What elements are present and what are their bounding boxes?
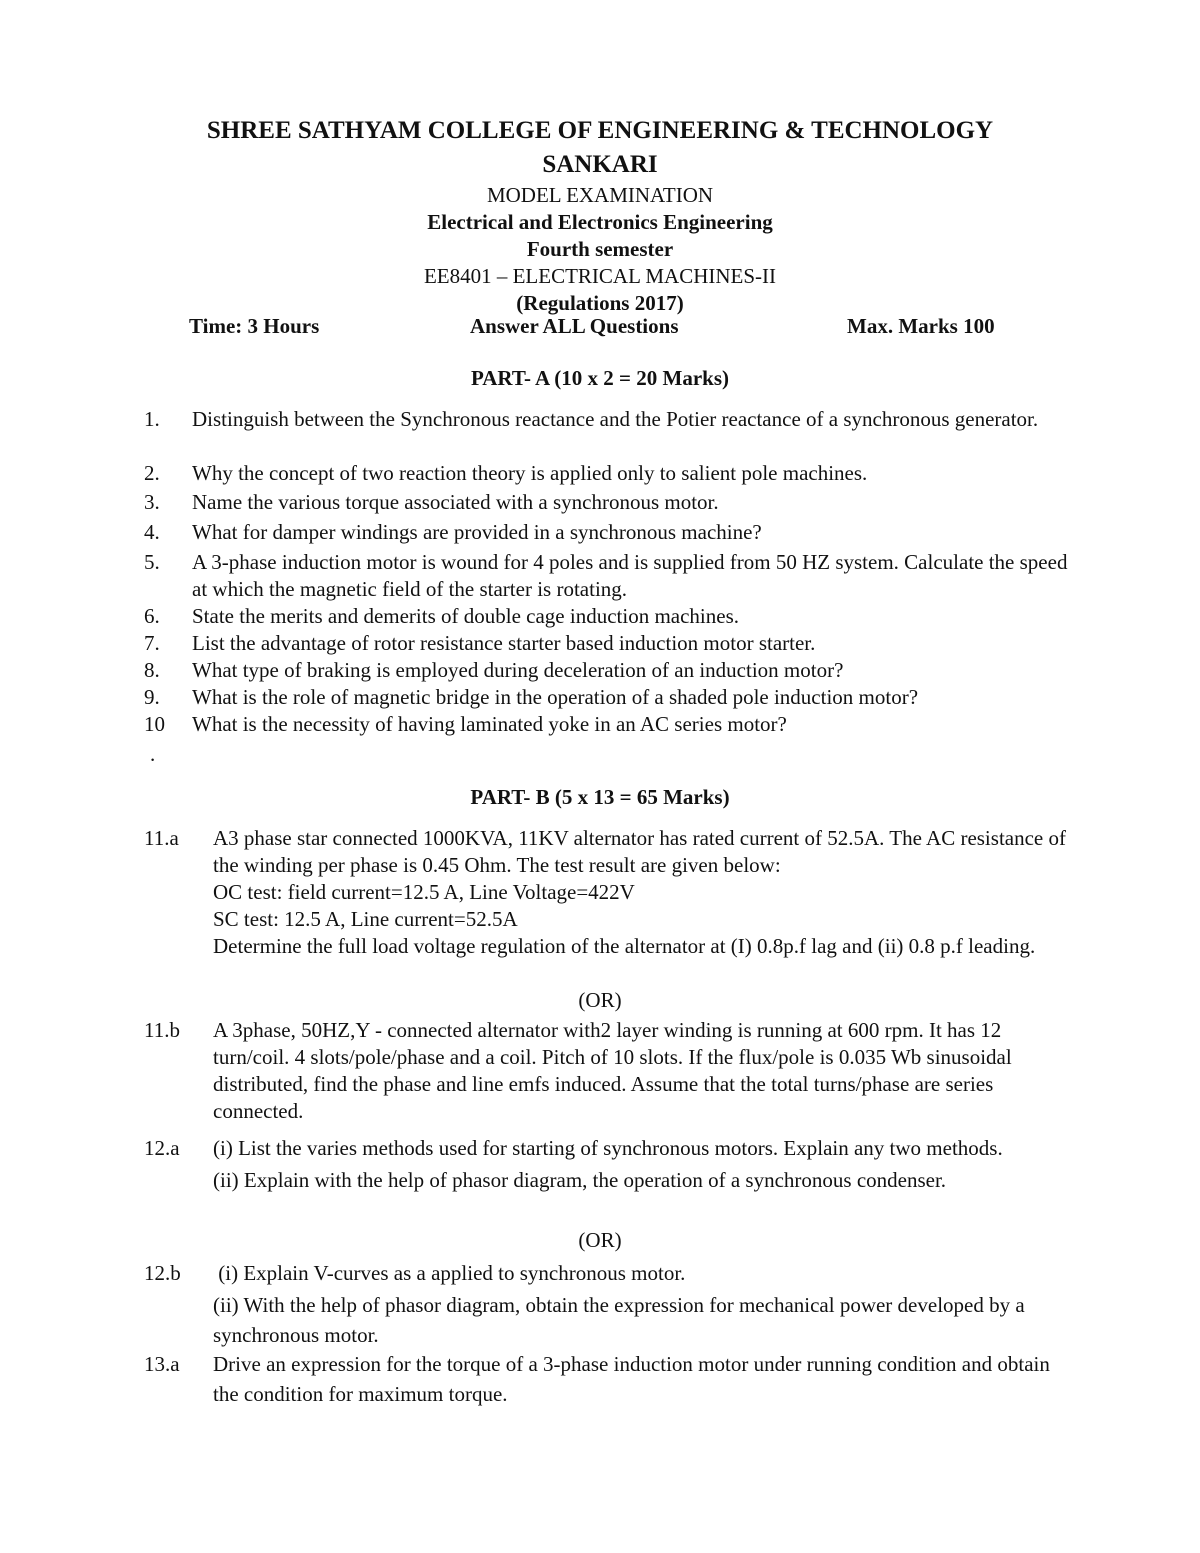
trailing-mark: .	[150, 742, 156, 766]
semester: Fourth semester	[526, 237, 674, 261]
question-part-ii: (ii) Explain with the help of phasor diagram, the operation of a synchronous condenser.	[213, 1168, 947, 1192]
college-name: SHREE SATHYAM COLLEGE OF ENGINEERING & TECHNOLOGY	[206, 117, 994, 144]
question-line: SC test: 12.5 A, Line current=52.5A	[213, 907, 518, 931]
question-number: 2.	[144, 461, 160, 485]
question-number: 11.b	[144, 1018, 180, 1042]
question-text: Drive an expression for the torque of a 3-phase induction motor under running condition and obtain the condition for maximum torque.	[213, 1352, 1050, 1406]
exam-meta-row	[0, 314, 1200, 342]
question-text: A 3-phase induction motor is wound for 4 poles and is supplied from 50 HZ system. Calculate the speed at which the magnetic field of the starter is rotating.	[192, 550, 1068, 601]
part-a-title: PART- A (10 x 2 = 20 Marks)	[471, 366, 729, 390]
question-number: 8.	[144, 658, 160, 682]
question-line: OC test: field current=12.5 A, Line Voltage=422V	[213, 880, 635, 904]
question-text: What is the role of magnetic bridge in the operation of a shaded pole induction motor?	[192, 685, 919, 709]
question-number: 12.b	[144, 1261, 181, 1285]
college-location: SANKARI	[542, 151, 658, 178]
question-line: Determine the full load voltage regulation of the alternator at (I) 0.8p.f lag and (ii) 0.8 p.f leading.	[213, 934, 1036, 958]
question-text: A 3phase, 50HZ,Y - connected alternator with2 layer winding is running at 600 rpm. It has 12 turn/coil. 4 slots/pole/phase and a coil. Pitch of 10 slots. If the flux/pole is 0.035 Wb sinusoidal distributed, find the phase and line emfs induced. Assume that the total turns/phase are series connected.	[213, 1018, 1012, 1123]
question-number: 5.	[144, 550, 160, 574]
question-text: List the advantage of rotor resistance starter based induction motor starter.	[192, 631, 816, 655]
exam-header	[0, 114, 1200, 317]
question-number: 13.a	[144, 1352, 180, 1376]
question-part-i: (i) Explain V-curves as a applied to synchronous motor.	[213, 1261, 686, 1285]
regulations: (Regulations 2017)	[516, 291, 684, 315]
or-separator: (OR)	[578, 988, 622, 1012]
max-marks: Max. Marks 100	[847, 314, 995, 338]
question-text	[213, 1133, 1071, 1195]
question-number: 3.	[144, 490, 160, 514]
question-text: What for damper windings are provided in a synchronous machine?	[192, 520, 762, 544]
time-limit: Time: 3 Hours	[189, 314, 320, 338]
question-text: What type of braking is employed during deceleration of an induction motor?	[192, 658, 844, 682]
question-number: 4.	[144, 520, 160, 544]
course-title: EE8401 – ELECTRICAL MACHINES-II	[423, 264, 777, 288]
part-b-title: PART- B (5 x 13 = 65 Marks)	[470, 785, 730, 809]
question-text: Name the various torque associated with a synchronous motor.	[192, 490, 719, 514]
question-number: 1.	[144, 407, 160, 431]
question-text: Distinguish between the Synchronous reactance and the Potier reactance of a synchronous generator.	[192, 407, 1039, 431]
question-text	[213, 825, 1071, 960]
question-text	[213, 1258, 1071, 1350]
question-number: 7.	[144, 631, 160, 655]
question-part-i: (i) List the varies methods used for starting of synchronous motors. Explain any two methods.	[213, 1136, 1003, 1160]
exam-title: MODEL EXAMINATION	[486, 183, 714, 207]
department: Electrical and Electronics Engineering	[427, 210, 773, 234]
question-text: What is the necessity of having laminated yoke in an AC series motor?	[192, 712, 787, 736]
question-text: State the merits and demerits of double cage induction machines.	[192, 604, 740, 628]
question-number: 6.	[144, 604, 160, 628]
question-part-ii: (ii) With the help of phasor diagram, obtain the expression for mechanical power developed by a synchronous motor.	[213, 1293, 1025, 1347]
or-separator: (OR)	[578, 1228, 622, 1252]
question-number: 10	[144, 712, 165, 736]
instruction: Answer ALL Questions	[470, 314, 679, 338]
question-text: Why the concept of two reaction theory is applied only to salient pole machines.	[192, 461, 868, 485]
question-number: 9.	[144, 685, 160, 709]
question-line: A3 phase star connected 1000KVA, 11KV alternator has rated current of 52.5A. The AC resistance of the winding per phase is 0.45 Ohm. The test result are given below:	[213, 826, 1066, 877]
question-number: 12.a	[144, 1136, 180, 1160]
question-number: 11.a	[144, 826, 179, 850]
